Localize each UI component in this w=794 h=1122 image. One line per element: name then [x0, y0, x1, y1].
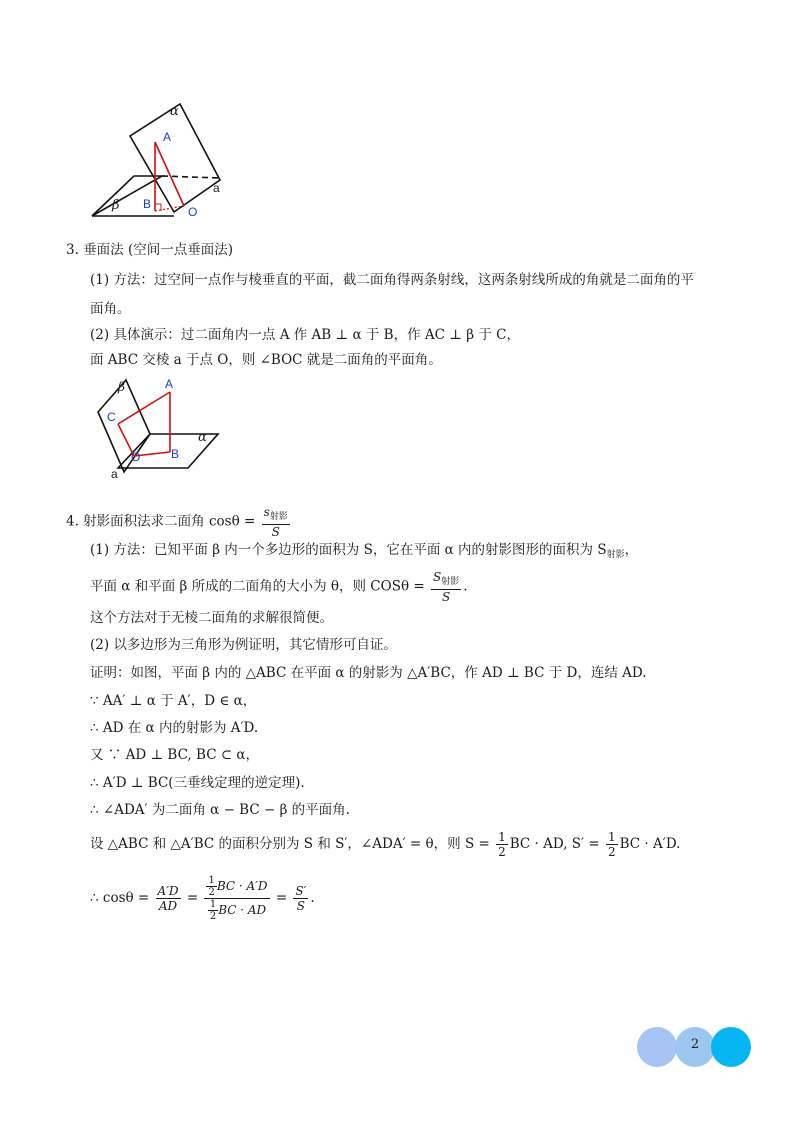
f2-num-half [206, 875, 216, 898]
f2-num: BC · A′D [216, 879, 268, 893]
section-4-line-11 [90, 830, 680, 859]
heading-frac-num: s [263, 505, 270, 519]
f1-num: A′D [157, 884, 179, 898]
fig2-label-C: C [107, 410, 116, 424]
section-4-line-7: ∴ AD 在 α 内的射影为 A′D. [90, 720, 259, 736]
s4-l11-text-b: BC · AD, S′ = [509, 836, 600, 852]
s4-l12-eq-2: = [275, 890, 288, 906]
s4-l2-text: 平面 α 和平面 β 所成的二面角的大小为 θ，则 COSθ = [90, 578, 425, 595]
s4-l12-frac-2 [204, 875, 269, 922]
f2-num-half-n: 1 [208, 875, 215, 886]
s4-l2-num: S [432, 570, 442, 584]
figure-2-perpendicular-plane [88, 376, 228, 481]
s4-l12-text: ∴ cosθ = [90, 890, 150, 906]
s4-l12-frac-3 [293, 884, 308, 913]
s4-l11-text-c: BC · A′D. [619, 836, 681, 852]
f1-den: AD [158, 899, 178, 913]
fig2-label-A: A [165, 377, 174, 391]
half-num-2: 1 [608, 830, 616, 844]
figure-1-dihedral [88, 100, 228, 225]
page-badge-circle-left [637, 1027, 677, 1067]
f2-den-half-n: 1 [209, 899, 217, 910]
half-num-1: 1 [498, 830, 506, 844]
fig2-label-O: O [131, 450, 141, 464]
section-4-line-8: 又 ∵ AD ⊥ BC, BC ⊂ α， [90, 747, 260, 763]
f3-num: S′ [295, 884, 307, 898]
s4-l1-sub: 射影 [606, 550, 625, 560]
s4-l1-text: (1) 方法：已知平面 β 内一个多边形的面积为 S，它在平面 α 内的射影图形的面积为 S [90, 542, 607, 558]
fig1-label-edge: a [213, 181, 220, 195]
half-den-2: 2 [608, 845, 616, 859]
fig1-label-alpha: α [170, 104, 179, 119]
page-badge-circle-right [711, 1027, 751, 1067]
section-4-heading [66, 505, 292, 539]
fig2-label-alpha: α [198, 430, 207, 445]
half-den-1: 2 [498, 845, 506, 859]
s4-l2-end: . [463, 578, 468, 595]
page-number: 2 [690, 1037, 700, 1052]
section-4-line-6: ∵ AA′ ⊥ α 于 A′，D ∈ α， [90, 693, 257, 709]
section-4-line-1 [90, 540, 638, 565]
heading-frac-sub: 射影 [269, 512, 288, 522]
s4-l2-fraction [431, 570, 461, 604]
s4-l2-sub: 射影 [441, 577, 460, 587]
f2-den-half-d: 2 [209, 911, 217, 922]
s4-l11-half-1 [496, 830, 508, 859]
section-4-line-10: ∴ ∠ADA′ 为二面角 α − BC − β 的平面角. [90, 802, 350, 818]
fig1-label-B: B [143, 197, 152, 211]
section-3-line-2: 面角。 [90, 301, 131, 317]
section-4-line-12 [90, 875, 315, 922]
f2-den-half [208, 899, 218, 922]
s4-l11-half-2 [606, 830, 618, 859]
fig2-label-beta: β [118, 380, 125, 394]
f3-den: S [296, 899, 306, 913]
section-3-line-4: 面 ABC 交棱 a 于点 O，则 ∠BOC 就是二面角的平面角。 [90, 352, 442, 368]
s4-l11-text-a: 设 △ABC 和 △A′BC 的面积分别为 S 和 S′，∠ADA′ = θ，则 S = [90, 836, 490, 852]
section-4-line-2 [90, 570, 468, 604]
section-4-line-9: ∴ A′D ⊥ BC(三垂线定理的逆定理). [90, 775, 305, 791]
f2-num-half-d: 2 [208, 887, 215, 898]
s4-l12-eq-1: = [186, 890, 199, 906]
section-4-line-5: 证明：如图，平面 β 内的 △ABC 在平面 α 的射影为 △A′BC，作 AD ⊥ BC 于 D，连结 AD. [90, 665, 647, 681]
section-4-line-3: 这个方法对于无棱二面角的求解很简便。 [90, 610, 333, 626]
s4-l2-den: S [441, 590, 451, 604]
section-4-heading-text: 4. 射影面积法求二面角 cosθ = [66, 513, 256, 530]
heading-frac-den: S [271, 525, 280, 539]
s4-l1-end: ， [624, 542, 639, 558]
section-4-line-4: (2) 以多边形为三角形为例证明，其它情形可自证。 [90, 637, 397, 653]
fig1-label-A: A [163, 130, 172, 144]
section-3-heading: 3. 垂面法 (空间一点垂面法) [66, 242, 233, 258]
fig2-label-B: B [171, 447, 180, 461]
heading-fraction [262, 505, 290, 539]
s4-l12-frac-1 [156, 884, 181, 913]
fig2-label-edge: a [111, 467, 118, 481]
fig1-label-O: O [188, 205, 198, 219]
section-3-line-3: (2) 具体演示：过二面角内一点 A 作 AB ⊥ α 于 B，作 AC ⊥ β 于 C， [90, 327, 520, 343]
f2-den: BC · AD [218, 903, 267, 917]
s4-l12-end: . [310, 890, 315, 906]
fig1-label-beta: β [112, 198, 120, 213]
section-3-line-1: (1) 方法：过空间一点作与棱垂直的平面，截二面角得两条射线，这两条射线所成的角就是二面角的平 [90, 272, 694, 288]
